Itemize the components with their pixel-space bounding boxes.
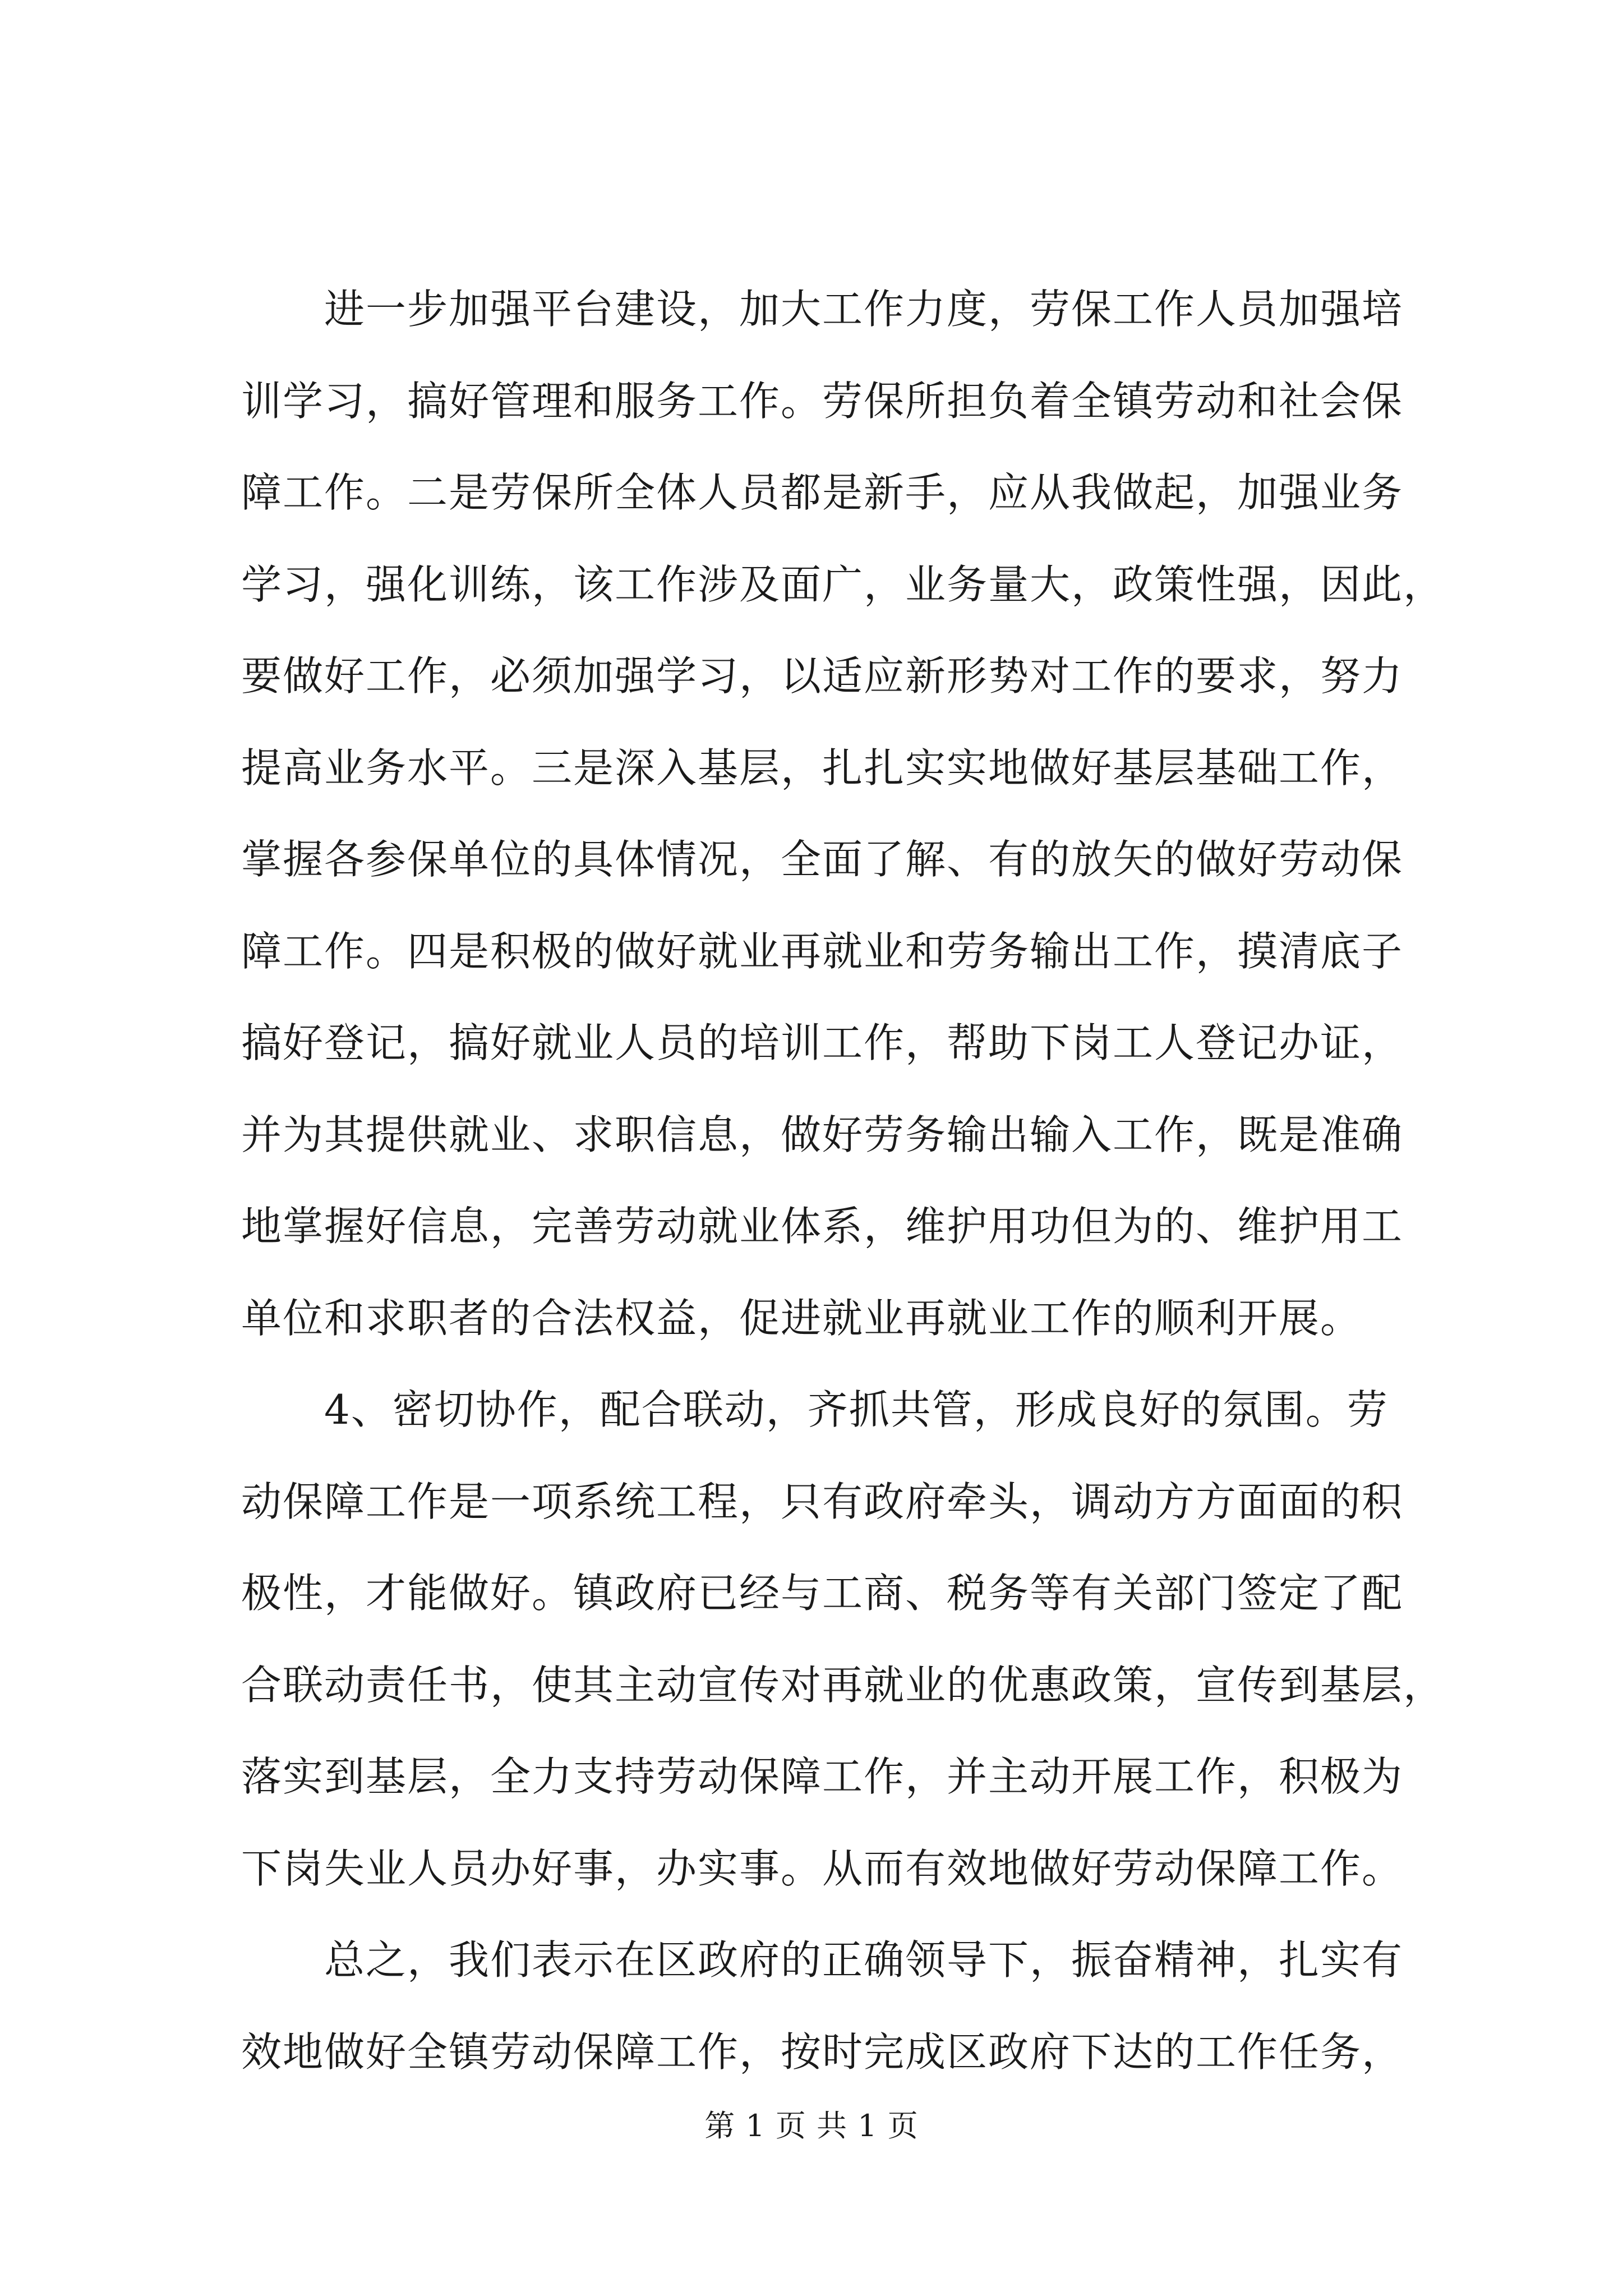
- text-line: 总之，我们表示在区政府的正确领导下，振奋精神，扎实有: [241, 1936, 1404, 1984]
- text-line: 进一步加强平台建设，加大工作力度，劳保工作人员加强培: [241, 286, 1404, 333]
- text-line: 合联动责任书，使其主动宣传对再就业的优惠政策，宣传到基层，: [241, 1661, 1445, 1709]
- text-line: 障工作。二是劳保所全体人员都是新手，应从我做起，加强业务: [241, 469, 1404, 516]
- text-line: 单位和求职者的合法权益，促进就业再就业工作的顺利开展。: [241, 1294, 1362, 1342]
- text-line: 障工作。四是积极的做好就业再就业和劳务输出工作，摸清底子: [241, 927, 1404, 975]
- text-line: 极性，才能做好。镇政府已经与工商、税务等有关部门签定了配: [241, 1570, 1404, 1617]
- text-line: 下岗失业人员办好事，办实事。从而有效地做好劳动保障工作。: [241, 1844, 1404, 1892]
- text-line: 动保障工作是一项系统工程，只有政府牵头，调动方方面面的积: [241, 1478, 1404, 1525]
- text-line: 效地做好全镇劳动保障工作，按时完成区政府下达的工作任务，: [241, 2028, 1404, 2076]
- text-line: 搞好登记，搞好就业人员的培训工作，帮助下岗工人登记办证，: [241, 1019, 1404, 1066]
- text-line: 训学习，搞好管理和服务工作。劳保所担负着全镇劳动和社会保: [241, 377, 1404, 425]
- text-line: 学习，强化训练，该工作涉及面广，业务量大，政策性强，因此，: [241, 560, 1445, 608]
- text-line: 掌握各参保单位的具体情况，全面了解、有的放矢的做好劳动保: [241, 836, 1404, 883]
- text-line: 提高业务水平。三是深入基层，扎扎实实地做好基层基础工作，: [241, 744, 1404, 792]
- text-line: 4、密切协作，配合联动，齐抓共管，形成良好的氛围。劳: [241, 1386, 1389, 1433]
- page-number-footer: 第 1 页 共 1 页: [704, 2108, 919, 2143]
- text-line: 地掌握好信息，完善劳动就业体系，维护用功但为的、维护用工: [241, 1203, 1404, 1250]
- text-line: 落实到基层，全力支持劳动保障工作，并主动开展工作，积极为: [241, 1753, 1404, 1800]
- document-body: [241, 264, 1445, 2098]
- text-line: 并为其提供就业、求职信息，做好劳务输出输入工作，既是准确: [241, 1111, 1404, 1158]
- text-line: 要做好工作，必须加强学习，以适应新形势对工作的要求，努力: [241, 652, 1404, 700]
